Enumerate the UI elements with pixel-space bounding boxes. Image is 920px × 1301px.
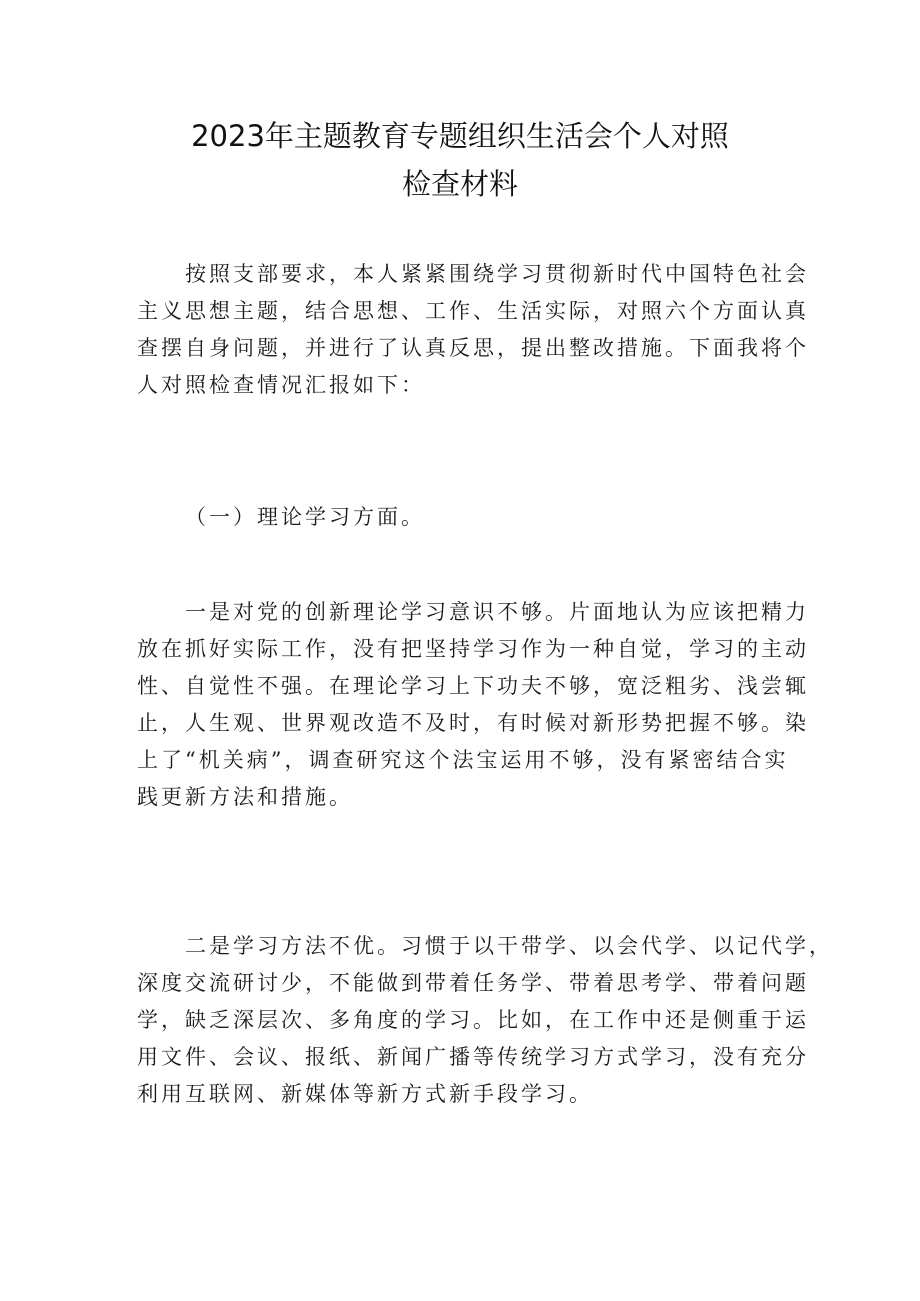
point-two-line: 用文件、会议、报纸、新闻广播等传统学习方式学习，没有充分 [137, 1045, 809, 1069]
point-one-line: 上了“机关病”，调查研究这个法宝运用不够，没有紧密结合实 [137, 748, 789, 772]
point-two-line: 学，缺乏深层次、多角度的学习。比如，在工作中还是侧重于运 [137, 1008, 809, 1032]
point-one-paragraph [137, 594, 809, 816]
point-one-line: 践更新方法和措施。 [137, 785, 353, 809]
section-heading [137, 499, 797, 536]
intro-line: 人对照检查情况汇报如下： [137, 373, 425, 397]
point-one-line: 止，人生观、世界观改造不及时，有时候对新形势把握不够。染 [137, 711, 809, 735]
point-one-line: 一是对党的创新理论学习意识不够。片面地认为应该把精力 [185, 600, 809, 624]
document-title-line-2: 检查材料 [401, 167, 518, 201]
intro-line: 主义思想主题，结合思想、工作、生活实际，对照六个方面认真 [137, 299, 809, 323]
intro-paragraph [137, 256, 809, 404]
intro-line: 查摆自身问题，并进行了认真反思，提出整改措施。下面我将个 [137, 336, 809, 360]
point-two-line: 二是学习方法不优。习惯于以干带学、以会代学、以记代学， [185, 934, 833, 958]
point-two-line: 利用互联网、新媒体等新方式新手段学习。 [137, 1082, 593, 1106]
point-one-line: 放在抓好实际工作，没有把坚持学习作为一种自觉，学习的主动 [137, 637, 809, 661]
section-heading-text: （一）理论学习方面。 [185, 505, 425, 529]
document-title-line-1: 2023年主题教育专题组织生活会个人对照 [191, 119, 729, 153]
point-two-line: 深度交流研讨少，不能做到带着任务学、带着思考学、带着问题 [137, 971, 809, 995]
point-one-line: 性、自觉性不强。在理论学习上下功夫不够，宽泛粗劣、浅尝辄 [137, 674, 809, 698]
intro-line: 按照支部要求，本人紧紧围绕学习贯彻新时代中国特色社会 [185, 262, 809, 286]
point-two-paragraph [137, 928, 833, 1113]
